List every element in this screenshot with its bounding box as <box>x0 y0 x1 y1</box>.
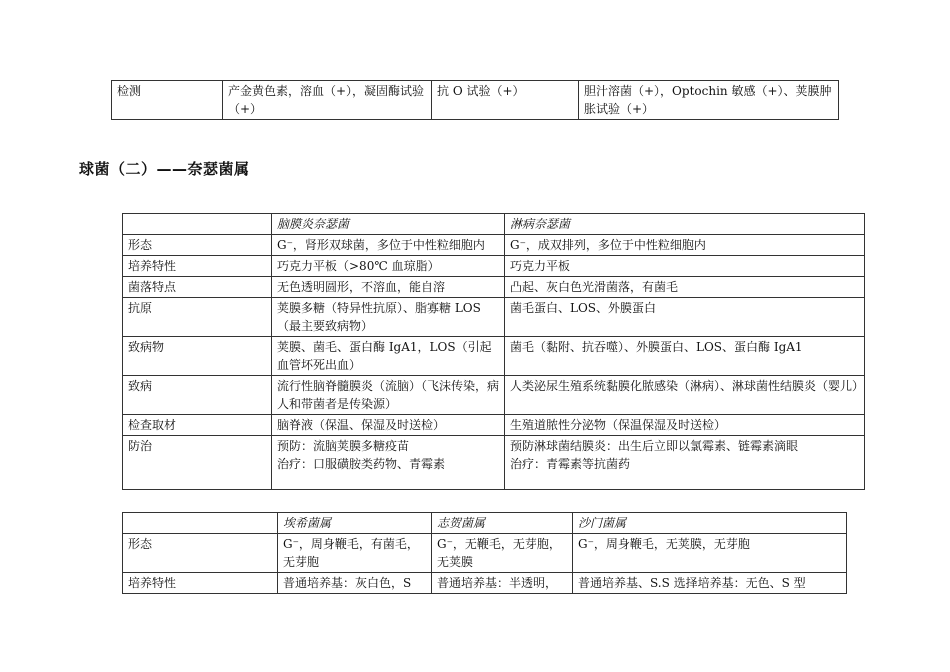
header-cell-blank <box>123 214 272 235</box>
row-label: 检查取材 <box>123 415 272 436</box>
table-cell: 巧克力平板 <box>505 256 865 277</box>
table-cell: 抗 O 试验（+） <box>432 81 579 120</box>
table-row <box>123 376 865 415</box>
table-cell: 荚膜多糖（特异性抗原）、脂寡糖 LOS（最主要致病物） <box>272 298 505 337</box>
table-row <box>123 573 847 594</box>
table-cell: 菌毛（黏附、抗吞噬）、外膜蛋白、LOS、蛋白酶 IgA1 <box>505 337 865 376</box>
table-cell: 普通培养基、S.S 选择培养基：无色、S 型 <box>573 573 847 594</box>
table-header-row <box>123 513 847 534</box>
table-cell: 无色透明圆形，不溶血，能自溶 <box>272 277 505 298</box>
table-cell: G⁻，肾形双球菌，多位于中性粒细胞内 <box>272 235 505 256</box>
neisseria-table <box>122 213 865 490</box>
table-cell: 预防淋球菌结膜炎：出生后立即以氯霉素、链霉素滴眼 治疗：青霉素等抗菌药 <box>505 436 865 490</box>
table-cell: 荚膜、菌毛、蛋白酶 IgA1，LOS（引起血管坏死出血） <box>272 337 505 376</box>
header-cell: 志贺菌属 <box>432 513 573 534</box>
section-title: 球菌（二）——奈瑟菌属 <box>79 160 250 178</box>
header-cell: 沙门菌属 <box>573 513 847 534</box>
table-row <box>123 277 865 298</box>
table-row <box>123 298 865 337</box>
detection-table <box>111 80 839 120</box>
table-header-row <box>123 214 865 235</box>
header-cell: 脑膜炎奈瑟菌 <box>272 214 505 235</box>
table-cell: 检测 <box>112 81 223 120</box>
row-label: 菌落特点 <box>123 277 272 298</box>
table-cell: G⁻，周身鞭毛，有菌毛，无芽胞 <box>278 534 432 573</box>
row-label: 培养特性 <box>123 573 278 594</box>
table-cell: 巧克力平板（>80℃ 血琼脂） <box>272 256 505 277</box>
table-cell: 生殖道脓性分泌物（保温保湿及时送检） <box>505 415 865 436</box>
header-cell: 淋病奈瑟菌 <box>505 214 865 235</box>
row-label: 抗原 <box>123 298 272 337</box>
table-row <box>123 436 865 490</box>
row-label: 致病物 <box>123 337 272 376</box>
table-cell: G⁻，周身鞭毛，无荚膜，无芽胞 <box>573 534 847 573</box>
row-label: 形态 <box>123 235 272 256</box>
row-label: 形态 <box>123 534 278 573</box>
table-cell: 人类泌尿生殖系统黏膜化脓感染（淋病）、淋球菌性结膜炎（婴儿） <box>505 376 865 415</box>
row-label: 防治 <box>123 436 272 490</box>
table-cell: 流行性脑脊髓膜炎（流脑）（飞沫传染，病人和带菌者是传染源） <box>272 376 505 415</box>
table-row <box>123 256 865 277</box>
table-cell: 预防：流脑荚膜多糖疫苗 治疗：口服磺胺类药物、青霉素 <box>272 436 505 490</box>
table-cell: 胆汁溶菌（+），Optochin 敏感（+）、荚膜肿胀试验（+） <box>579 81 839 120</box>
table-cell: 脑脊液（保温、保湿及时送检） <box>272 415 505 436</box>
table-cell: G⁻，成双排列，多位于中性粒细胞内 <box>505 235 865 256</box>
table-cell: G⁻，无鞭毛，无芽胞，无荚膜 <box>432 534 573 573</box>
table-cell: 普通培养基：半透明， <box>432 573 573 594</box>
table-row <box>123 337 865 376</box>
table-row <box>112 81 839 120</box>
table-row <box>123 534 847 573</box>
header-cell-blank <box>123 513 278 534</box>
table-cell: 凸起、灰白色光滑菌落，有菌毛 <box>505 277 865 298</box>
row-label: 致病 <box>123 376 272 415</box>
table-row <box>123 235 865 256</box>
table-cell: 普通培养基：灰白色，S <box>278 573 432 594</box>
table-row <box>123 415 865 436</box>
table-cell: 产金黄色素，溶血（+），凝固酶试验（+） <box>223 81 432 120</box>
enterobacteria-table <box>122 512 847 594</box>
row-label: 培养特性 <box>123 256 272 277</box>
header-cell: 埃希菌属 <box>278 513 432 534</box>
table-cell: 菌毛蛋白、LOS、外膜蛋白 <box>505 298 865 337</box>
